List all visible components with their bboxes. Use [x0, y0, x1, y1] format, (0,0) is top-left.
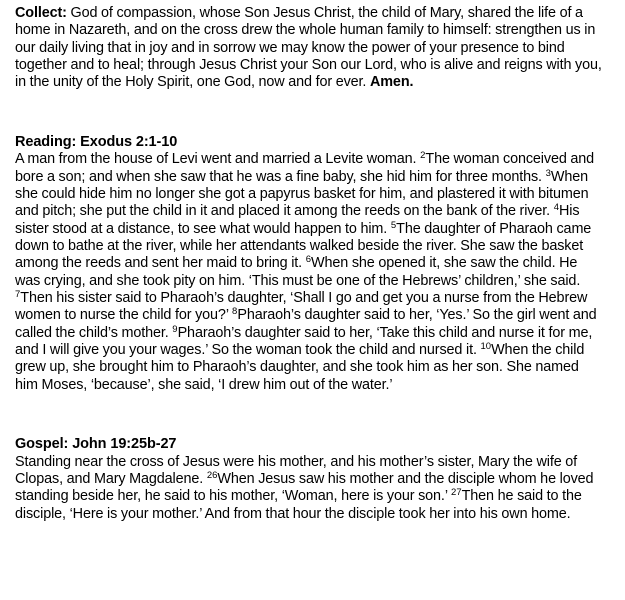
verse-text: The daughter of Pharaoh came down to bathe at the river, while her attendants walked beside the river. She saw the basket among the reeds and sent her maid to bring it. — [15, 220, 592, 272]
verse-number: 27 — [451, 487, 462, 499]
verse-number: 26 — [206, 469, 218, 481]
collect-label: Collect: — [15, 5, 67, 21]
verse-segment — [15, 151, 420, 167]
verse-number: 8 — [232, 306, 238, 318]
collect-section — [15, 5, 613, 92]
verse-number: 5 — [390, 219, 397, 231]
verse-text: A man from the house of Levi went and married a Levite woman. — [15, 151, 421, 168]
verse-number: 10 — [480, 341, 492, 353]
verse-text: Pharaoh’s daughter said to her, ‘Take this child and nurse it for me, and I will give you your wages.’ So the woman took the child and nursed it. — [15, 324, 593, 358]
verse-text: Pharaoh’s daughter said to her, ‘Yes.’ So the girl went and called the child’s mother. — [15, 307, 597, 341]
verse-number: 9 — [172, 323, 178, 335]
verse-number: 4 — [553, 202, 559, 214]
verse-text: Then his sister said to Pharaoh’s daughter, ‘Shall I go and get you a nurse from the Hebrew women to nurse the child for you?’ — [15, 289, 588, 324]
verse-number: 3 — [545, 167, 551, 179]
verse-text: When she opened it, she saw the child. He was crying, and she took pity on him. ‘This must be one of the Hebrews’ children,’ she said. — [15, 255, 581, 289]
verse-number: 6 — [305, 254, 312, 266]
verse-text: The woman conceived and bore a son; and when she saw that he was a fine baby, she hid him for three months. — [15, 151, 595, 185]
collect-body: God of compassion, whose Son Jesus Christ, the child of Mary, shared the life of a home in Nazareth, and on the cross drew the whole human family to himself: strengthen us in our daily living that in joy and in sorrow we may know the power of your presence to bind together and to heal; through Jesus Christ your Son our Lord, who is alive and reigns with you, in the unity of the Holy Spirit, one God, now and for ever. — [15, 5, 602, 91]
collect-amen: Amen. — [369, 74, 414, 91]
verse-text: Standing near the cross of Jesus were his mother, and his mother’s sister, Mary the wife of Clopas, and Mary Magdalene. — [15, 453, 578, 487]
verse-text: When the child grew up, she brought him to Pharaoh’s daughter, and she took him as her son. She named him Moses, ‘because’, she said, ‘I drew him out of the water.’ — [15, 342, 585, 393]
reading-heading: Reading: Exodus 2:1-10 — [15, 133, 178, 150]
verse-text: Then he said to the disciple, ‘Here is your mother.’ And from that hour the disciple took her into his own home. — [15, 488, 582, 522]
verse-text: His sister stood at a distance, to see what would happen to him. — [15, 203, 580, 237]
verse-number: 2 — [420, 150, 426, 162]
verse-number: 7 — [15, 289, 21, 301]
verse-text: When Jesus saw his mother and the disciple whom he loved standing beside her, he said to his mother, ‘Woman, here is your son.’ — [15, 470, 594, 505]
gospel-section — [15, 435, 613, 523]
verse-text: When she could hide him no longer she got a papyrus basket for him, and plastered it with bitumen and pitch; she put the child in it and placed it among the reeds on the bank of the river. — [15, 168, 589, 220]
collect-paragraph — [15, 5, 609, 92]
reading-section — [15, 133, 613, 394]
gospel-paragraph — [15, 454, 601, 523]
reading-paragraph — [15, 151, 605, 394]
gospel-heading: Gospel: John 19:25b-27 — [15, 436, 177, 453]
